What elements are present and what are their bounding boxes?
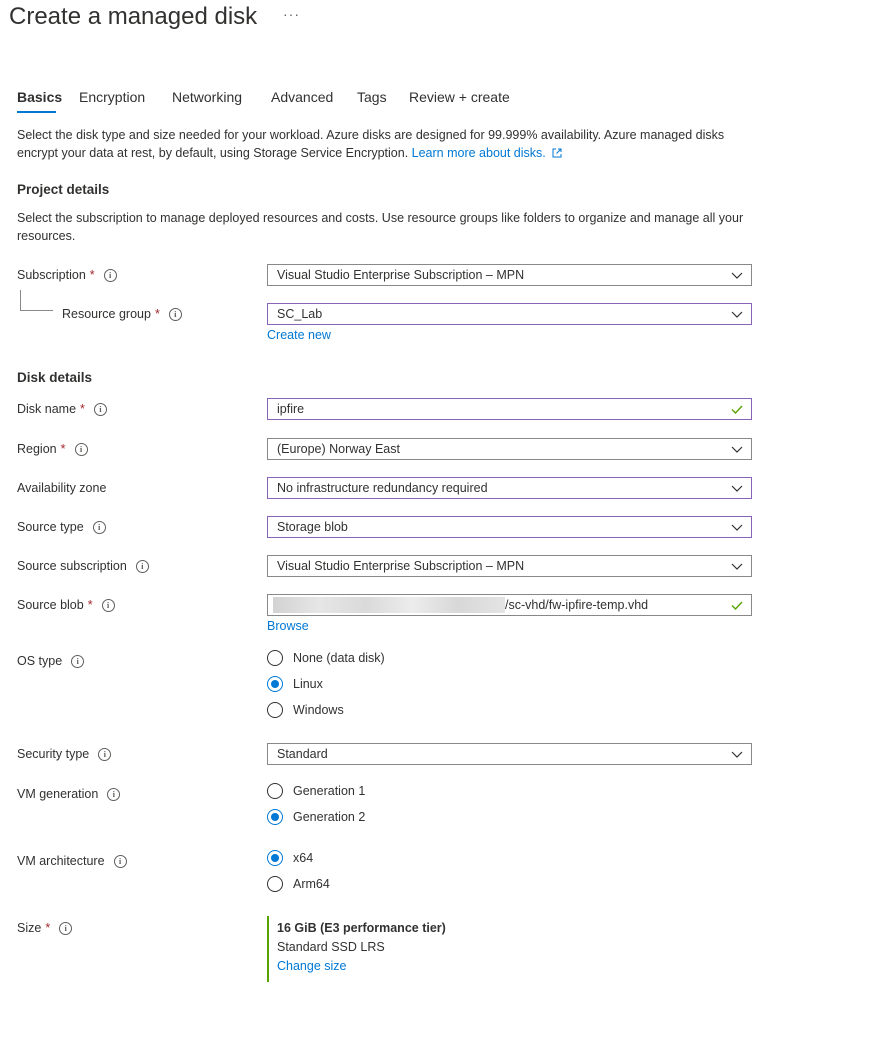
disk-name-label-text: Disk name (17, 402, 77, 416)
os-option-label: None (data disk) (293, 651, 385, 665)
page-title: Create a managed disk (9, 3, 258, 30)
security-type-label (17, 747, 111, 761)
availability-zone-label (17, 481, 106, 495)
resource-group-label (62, 307, 182, 321)
tab-networking[interactable]: Networking (172, 89, 243, 105)
subscription-label-text: Subscription (17, 268, 86, 282)
required-marker: * (80, 402, 85, 416)
chevron-down-icon (723, 751, 751, 758)
source-type-dropdown[interactable] (267, 516, 752, 538)
project-details-heading: Project details (17, 182, 110, 197)
radio-button[interactable] (267, 783, 283, 799)
vm-architecture-label-text: VM architecture (17, 854, 105, 868)
chevron-down-icon (723, 446, 751, 453)
external-link-icon (552, 148, 562, 158)
source-type-label (17, 520, 106, 534)
disk-name-input[interactable] (267, 398, 752, 420)
redacted-storage-account (273, 597, 505, 613)
vm-arch-option-label: x64 (293, 851, 314, 865)
region-dropdown[interactable] (267, 438, 752, 460)
info-icon[interactable]: i (94, 403, 107, 416)
source-subscription-dropdown[interactable] (267, 555, 752, 577)
availability-zone-value: No infrastructure redundancy required (277, 481, 488, 495)
vm-gen-option-label: Generation 2 (293, 810, 366, 824)
vm-generation-label (17, 787, 120, 801)
chevron-down-icon (723, 485, 751, 492)
source-type-value: Storage blob (277, 520, 348, 534)
os-type-label (17, 654, 84, 668)
os-option-none[interactable] (267, 650, 385, 666)
disk-details-heading: Disk details (17, 370, 93, 385)
resource-group-label-text: Resource group (62, 307, 151, 321)
source-blob-value: /sc-vhd/fw-ipfire-temp.vhd (505, 598, 649, 612)
security-type-label-text: Security type (17, 747, 90, 761)
tab-tags[interactable]: Tags (357, 89, 387, 105)
region-value: (Europe) Norway East (277, 442, 400, 456)
tab-encryption[interactable]: Encryption (79, 89, 146, 105)
create-new-link[interactable]: Create new (267, 328, 331, 342)
radio-button-selected[interactable] (267, 676, 283, 692)
vm-arch-option-x64[interactable] (267, 850, 313, 866)
radio-button-selected[interactable] (267, 850, 283, 866)
vm-arch-option-label: Arm64 (293, 877, 330, 891)
required-marker: * (45, 921, 51, 935)
checkmark-icon (723, 405, 751, 414)
info-icon[interactable]: i (98, 748, 111, 761)
os-option-linux[interactable] (267, 676, 323, 692)
os-option-label: Linux (293, 677, 323, 691)
info-icon[interactable]: i (93, 521, 106, 534)
change-size-link[interactable]: Change size (277, 959, 347, 973)
disk-name-value: ipfire (277, 402, 305, 416)
project-description: Select the subscription to manage deployed resources and costs. Use resource groups like folders to organize and manage all your resources. (17, 211, 744, 243)
region-label (17, 442, 88, 456)
source-blob-input[interactable] (267, 594, 752, 616)
info-icon[interactable]: i (104, 269, 117, 282)
active-tab-indicator (17, 111, 56, 113)
resource-group-value: SC_Lab (277, 307, 323, 321)
tab-review-create[interactable]: Review + create (409, 89, 510, 105)
radio-button[interactable] (267, 702, 283, 718)
chevron-down-icon (723, 272, 751, 279)
source-subscription-label-text: Source subscription (17, 559, 127, 573)
size-label (17, 921, 72, 935)
size-value: 16 GiB (E3 performance tier) (277, 921, 446, 935)
vm-gen-option-1[interactable] (267, 783, 365, 799)
vm-gen-option-label: Generation 1 (293, 784, 366, 798)
intro-text (17, 127, 757, 162)
chevron-down-icon (723, 311, 751, 318)
tab-basics[interactable]: Basics (17, 89, 63, 105)
info-icon[interactable]: i (136, 560, 149, 573)
os-option-label: Windows (293, 703, 344, 717)
source-subscription-value: Visual Studio Enterprise Subscription – MPN (277, 559, 525, 573)
vm-gen-option-2[interactable] (267, 809, 365, 825)
source-type-label-text: Source type (17, 520, 84, 534)
checkmark-icon (723, 601, 751, 610)
resource-group-dropdown[interactable] (267, 303, 752, 325)
source-blob-label (17, 598, 115, 612)
region-label-text: Region (17, 442, 57, 456)
subscription-dropdown[interactable] (267, 264, 752, 286)
required-marker: * (87, 598, 93, 612)
browse-link[interactable]: Browse (267, 619, 309, 633)
learn-more-link[interactable] (412, 146, 562, 160)
availability-zone-dropdown[interactable] (267, 477, 752, 499)
subscription-label (17, 268, 117, 282)
source-blob-label-text: Source blob (17, 598, 84, 612)
radio-button[interactable] (267, 650, 283, 666)
security-type-dropdown[interactable] (267, 743, 752, 765)
info-icon[interactable]: i (71, 655, 84, 668)
intro-description: Select the disk type and size needed for your workload. Azure disks are designed for 99.999% availability. Azure managed disks encrypt your data at rest, by default, using Storage Service Encryption. (17, 128, 725, 160)
subscription-value: Visual Studio Enterprise Subscription – MPN (277, 268, 525, 282)
required-marker: * (60, 442, 66, 456)
learn-more-label: Learn more about disks. (411, 145, 546, 160)
tab-advanced[interactable]: Advanced (271, 89, 334, 105)
required-marker: * (154, 307, 160, 321)
tree-connector (20, 290, 53, 311)
size-label-text: Size (17, 921, 42, 935)
size-sku: Standard SSD LRS (277, 940, 385, 954)
more-options-button[interactable]: ··· (283, 6, 300, 22)
vm-arch-option-arm64[interactable] (267, 876, 330, 892)
disk-name-label (17, 402, 107, 416)
source-subscription-label (17, 559, 149, 573)
security-type-value: Standard (277, 747, 328, 761)
availability-zone-label-text: Availability zone (17, 481, 107, 495)
radio-button-selected[interactable] (267, 809, 283, 825)
os-option-windows[interactable] (267, 702, 344, 718)
required-marker: * (89, 268, 95, 282)
radio-button[interactable] (267, 876, 283, 892)
size-summary (267, 916, 477, 982)
info-icon[interactable]: i (169, 308, 182, 321)
info-icon[interactable]: i (102, 599, 115, 612)
chevron-down-icon (723, 563, 751, 570)
info-icon[interactable]: i (59, 922, 72, 935)
info-icon[interactable]: i (75, 443, 88, 456)
chevron-down-icon (723, 524, 751, 531)
vm-architecture-label (17, 854, 127, 868)
info-icon[interactable]: i (114, 855, 127, 868)
os-type-label-text: OS type (17, 654, 63, 668)
info-icon[interactable]: i (107, 788, 120, 801)
vm-generation-label-text: VM generation (17, 787, 99, 801)
